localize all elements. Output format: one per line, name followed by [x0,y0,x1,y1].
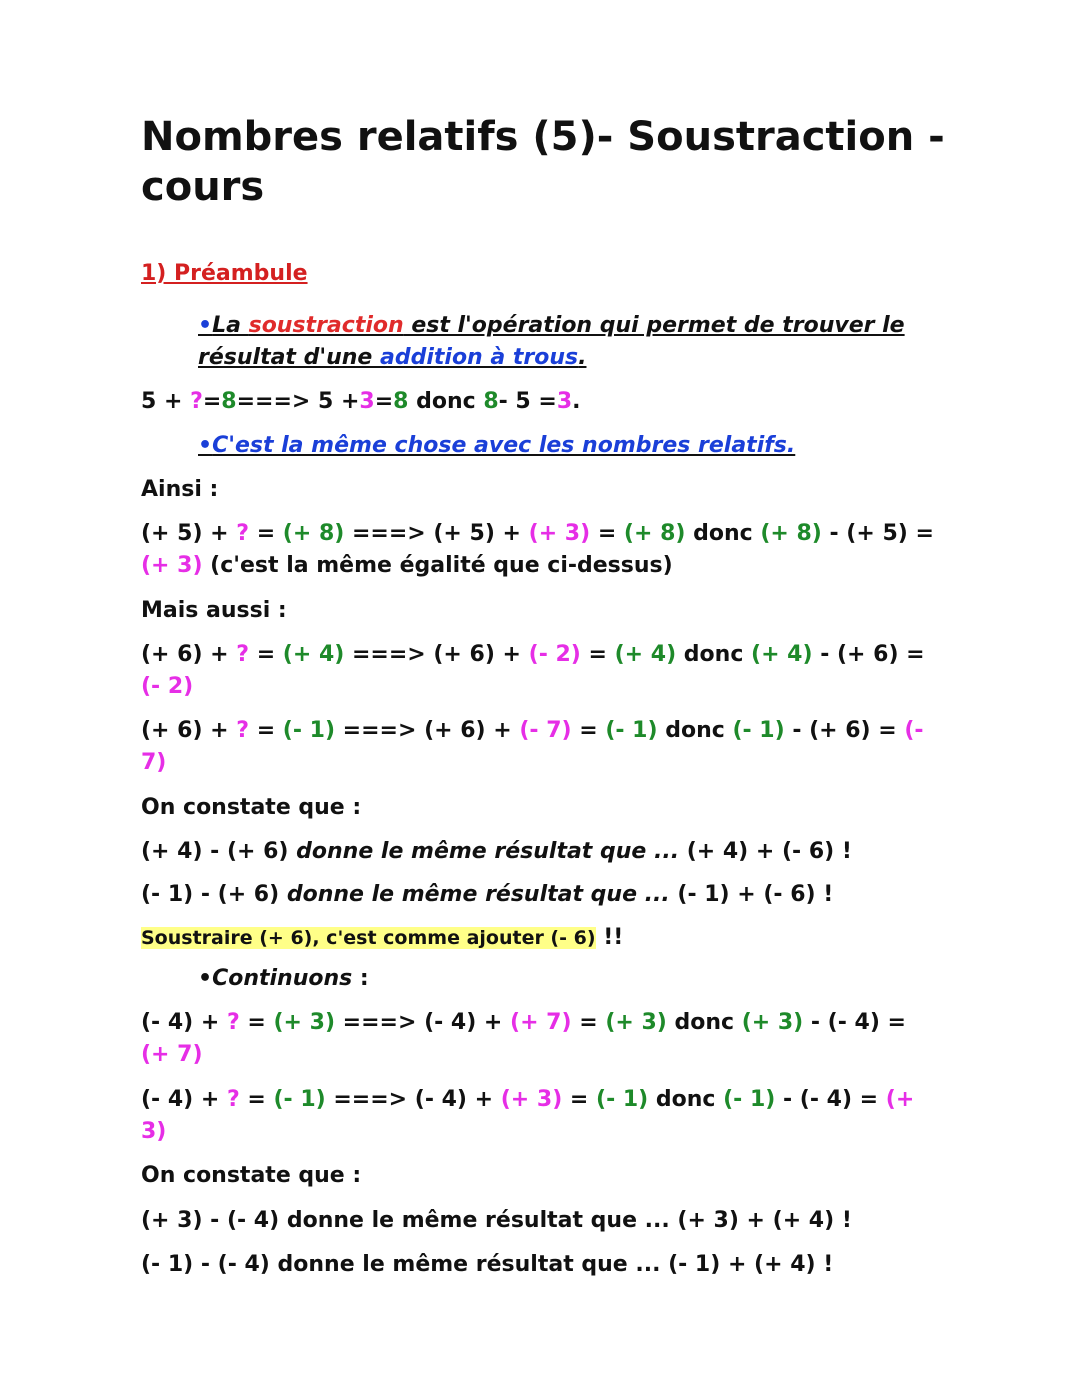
ex-text: = [249,521,283,546]
ex-unknown: ? [236,642,250,667]
ex-answer: (+ 3) [141,553,203,578]
ex-text: (+ 6) + [141,642,237,667]
ex-result: (+ 3) [605,1010,667,1035]
constate-label-2: On constate que : [141,1163,362,1188]
ex-text: ===> (+ 5) + [344,521,529,546]
same-with-relatifs [198,430,958,462]
ex-text: = [580,642,615,667]
ex-result: (+ 4) [614,642,677,667]
ex-text: = [571,718,606,743]
ex-answer: 3 [556,389,573,414]
ex-text: ===> (+ 6) + [344,642,529,667]
constate-label-1: On constate que : [141,795,362,820]
ex-unknown: ? [236,521,250,546]
ex-answer: (+ 3) [141,1087,915,1144]
ex-text: donc [657,718,733,743]
ex-text: (- 4) + [141,1087,227,1112]
example-5 [141,1084,941,1148]
ex-text: . [572,389,581,414]
ex-result: (- 1) [282,718,336,743]
ex-result: (+ 4) [282,642,345,667]
observation-4: (- 1) - (- 4) donne le même résultat que ... (- 1) + (+ 4) ! [141,1252,834,1277]
def-addition: addition à trous [380,345,579,370]
ex-text: = [374,389,394,414]
example-4 [141,1007,941,1071]
ex-answer: (+ 3) [528,521,591,546]
ex-text: ===> (- 4) + [335,1010,511,1035]
ex-unknown: ? [190,389,203,414]
ex-text: - (- 4) = [775,1087,886,1112]
def-text: La [212,313,249,338]
ex-text: - (+ 6) = [812,642,925,667]
ex-result: 8 [221,389,237,414]
ex-result: 8 [483,389,499,414]
ex-result: (- 1) [273,1087,326,1112]
ex-text: - 5 = [498,389,557,414]
example-3 [141,715,941,779]
ex-text: donc [685,521,761,546]
ex-result: 8 [393,389,409,414]
bullet: • [198,313,213,338]
ex-text: - (- 4) = [803,1010,906,1035]
ex-text: ===> (+ 6) + [335,718,520,743]
obs-italic: donne le même résultat que ... [296,839,680,864]
observation-1 [141,836,941,868]
example-1 [141,518,941,582]
page-title: Nombres relatifs (5)- Soustraction - cours [141,114,945,210]
obs-text: (+ 4) - (+ 6) [141,839,297,864]
obs-text: (- 1) + (- 6) ! [669,882,834,907]
ex-result: (+ 8) [282,521,345,546]
ex-text: = [202,389,222,414]
ex-result: (+ 3) [273,1010,336,1035]
ex-text: (c'est la même égalité que ci-dessus) [202,553,673,578]
ex-text: = [571,1010,606,1035]
ex-result: (+ 8) [760,521,822,546]
section-heading-preambule: 1) Préambule [141,261,308,286]
ex-answer: (+ 7) [510,1010,572,1035]
ex-text: = [590,521,624,546]
ex-text: donc [408,389,484,414]
ex-result: (- 1) [723,1087,776,1112]
ex-text: = [562,1087,597,1112]
observation-3: (+ 3) - (- 4) donne le même résultat que ... (+ 3) + (+ 4) ! [141,1208,852,1233]
bullet: • [198,433,213,458]
ex-text: = [249,642,283,667]
ainsi-label: Ainsi : [141,477,219,502]
ex-result: (- 1) [605,718,658,743]
example-0 [141,386,941,418]
ex-answer: (- 2) [528,642,581,667]
ex-result: (- 1) [596,1087,649,1112]
example-2 [141,639,941,703]
def-soustraction: soustraction [248,313,404,338]
ex-result: (+ 8) [623,521,686,546]
def-text: . [578,345,587,370]
ex-text: 5 + [141,389,191,414]
obs-italic: donne le même résultat que ... [286,882,670,907]
continuons-colon: : [352,966,369,991]
rule-tail: !! [595,925,624,950]
rule-text: Soustraire (+ 6), c'est comme ajouter (- 6) [141,927,596,949]
obs-text: (- 1) - (+ 6) [141,882,287,907]
ex-text: (+ 6) + [141,718,237,743]
ex-text: - (+ 5) = [821,521,934,546]
definition-line [198,310,958,374]
ex-answer: (- 7) [519,718,572,743]
rule-highlight [141,922,941,954]
ex-result: (+ 3) [741,1010,804,1035]
ex-text: = [239,1010,274,1035]
obs-text: (+ 4) + (- 6) ! [679,839,852,864]
ex-unknown: ? [236,718,250,743]
ex-unknown: ? [226,1010,240,1035]
ex-text: donc [666,1010,742,1035]
ex-answer: (+ 7) [141,1042,203,1067]
ex-text: (+ 5) + [141,521,237,546]
ex-answer: 3 [359,389,375,414]
ex-text: ===> (- 4) + [325,1087,501,1112]
continuons-line [198,963,958,995]
ex-text: = [239,1087,274,1112]
ex-text: (- 4) + [141,1010,227,1035]
ex-result: (+ 4) [751,642,813,667]
ex-text: donc [676,642,752,667]
ex-answer: (+ 3) [500,1087,563,1112]
bullet: • [198,966,213,991]
mais-aussi-label: Mais aussi : [141,598,287,623]
ex-result: (- 1) [732,718,785,743]
ex-text: ===> 5 + [236,389,360,414]
ex-text: - (+ 6) = [784,718,905,743]
observation-2 [141,879,941,911]
ex-text: donc [648,1087,724,1112]
def-text: est l'opération qui permet de trouver le résultat d'une [198,313,905,370]
same-text: C'est la même chose avec les nombres relatifs. [212,433,796,458]
continuons-text: Continuons [212,966,353,991]
ex-text: = [249,718,283,743]
ex-answer: (- 7) [141,718,924,775]
ex-answer: (- 2) [141,674,194,699]
ex-unknown: ? [226,1087,240,1112]
